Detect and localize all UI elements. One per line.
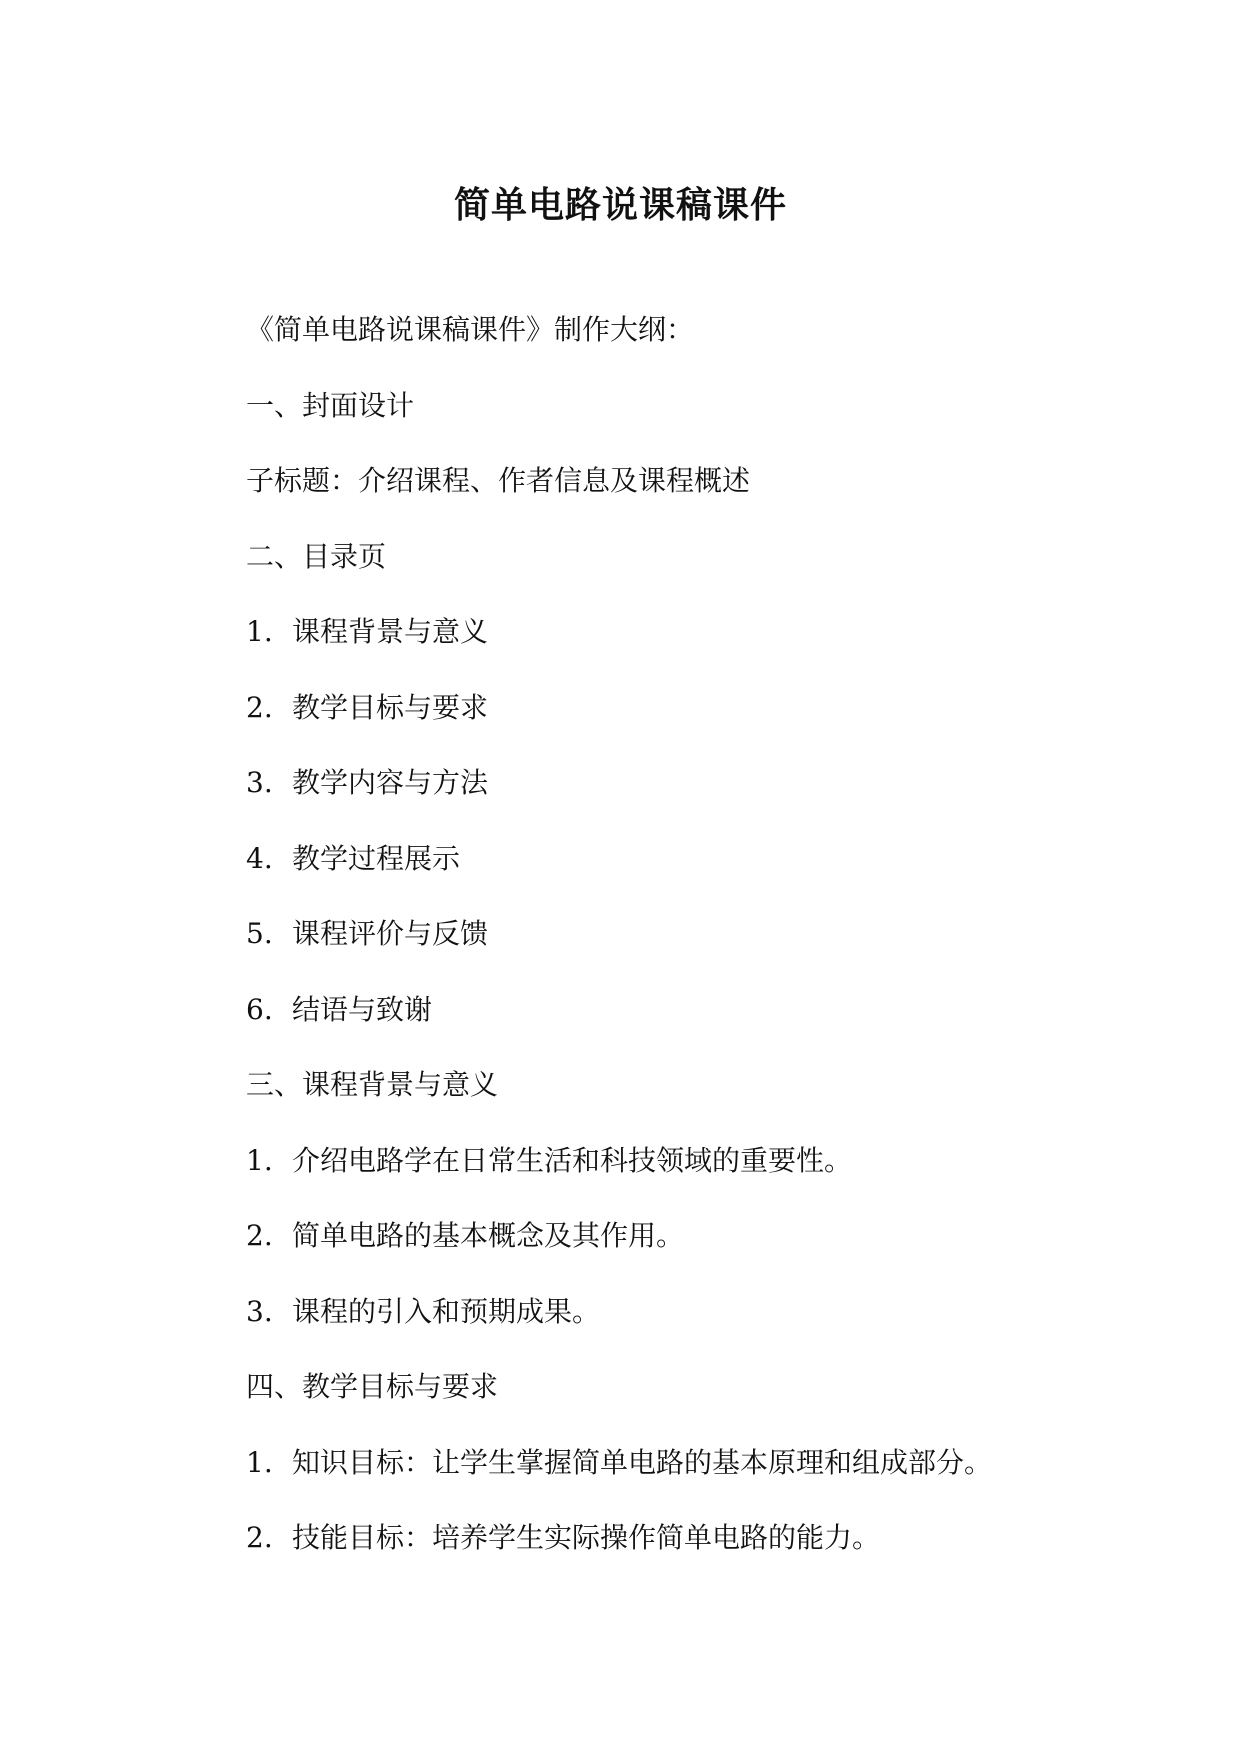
list-number: 4. bbox=[246, 841, 273, 875]
toc-item bbox=[246, 914, 1146, 990]
background-item bbox=[246, 1216, 1146, 1292]
list-number: 3. bbox=[246, 766, 273, 799]
cover-subtitle-line: 子标题：介绍课程、作者信息及课程概述 bbox=[246, 464, 751, 497]
list-text: 知识目标：让学生掌握简单电路的基本原理和组成部分。 bbox=[292, 1445, 993, 1479]
list-number: 1. bbox=[246, 1445, 273, 1479]
section-heading-background: 三、课程背景与意义 bbox=[246, 1068, 499, 1101]
list-number: 3. bbox=[246, 1294, 273, 1328]
objective-item bbox=[246, 1518, 1146, 1594]
list-number: 2. bbox=[246, 1219, 273, 1252]
document-title: 简单电路说课稿课件 bbox=[453, 184, 787, 226]
toc-item bbox=[246, 688, 1146, 764]
toc-item bbox=[246, 990, 1146, 1066]
section-heading-cover: 一、封面设计 bbox=[246, 388, 415, 422]
section-heading-objectives: 四、教学目标与要求 bbox=[246, 1370, 499, 1403]
list-text: 技能目标：培养学生实际操作简单电路的能力。 bbox=[292, 1521, 881, 1554]
document-body bbox=[246, 310, 1146, 1594]
list-text: 课程的引入和预期成果。 bbox=[292, 1294, 601, 1328]
list-number: 2. bbox=[246, 690, 273, 724]
toc-item bbox=[246, 612, 1146, 688]
toc-item bbox=[246, 839, 1146, 915]
list-text: 教学过程展示 bbox=[292, 841, 461, 875]
background-item bbox=[246, 1292, 1146, 1368]
list-text: 教学内容与方法 bbox=[292, 766, 489, 799]
list-text: 介绍电路学在日常生活和科技领域的重要性。 bbox=[292, 1143, 853, 1177]
list-number: 1. bbox=[246, 1143, 273, 1177]
background-item bbox=[246, 1141, 1146, 1217]
list-text: 结语与致谢 bbox=[292, 992, 433, 1026]
section-heading-toc: 二、目录页 bbox=[246, 539, 387, 573]
list-number: 5. bbox=[246, 917, 273, 950]
list-text: 课程评价与反馈 bbox=[292, 917, 489, 950]
toc-item bbox=[246, 763, 1146, 839]
objective-item bbox=[246, 1443, 1146, 1519]
list-text: 教学目标与要求 bbox=[292, 690, 489, 724]
list-number: 1. bbox=[246, 615, 273, 648]
intro-line: 《简单电路说课稿课件》制作大纲： bbox=[246, 313, 695, 346]
list-number: 6. bbox=[246, 992, 273, 1026]
list-text: 简单电路的基本概念及其作用。 bbox=[292, 1219, 685, 1252]
list-text: 课程背景与意义 bbox=[292, 615, 489, 648]
list-number: 2. bbox=[246, 1521, 273, 1554]
